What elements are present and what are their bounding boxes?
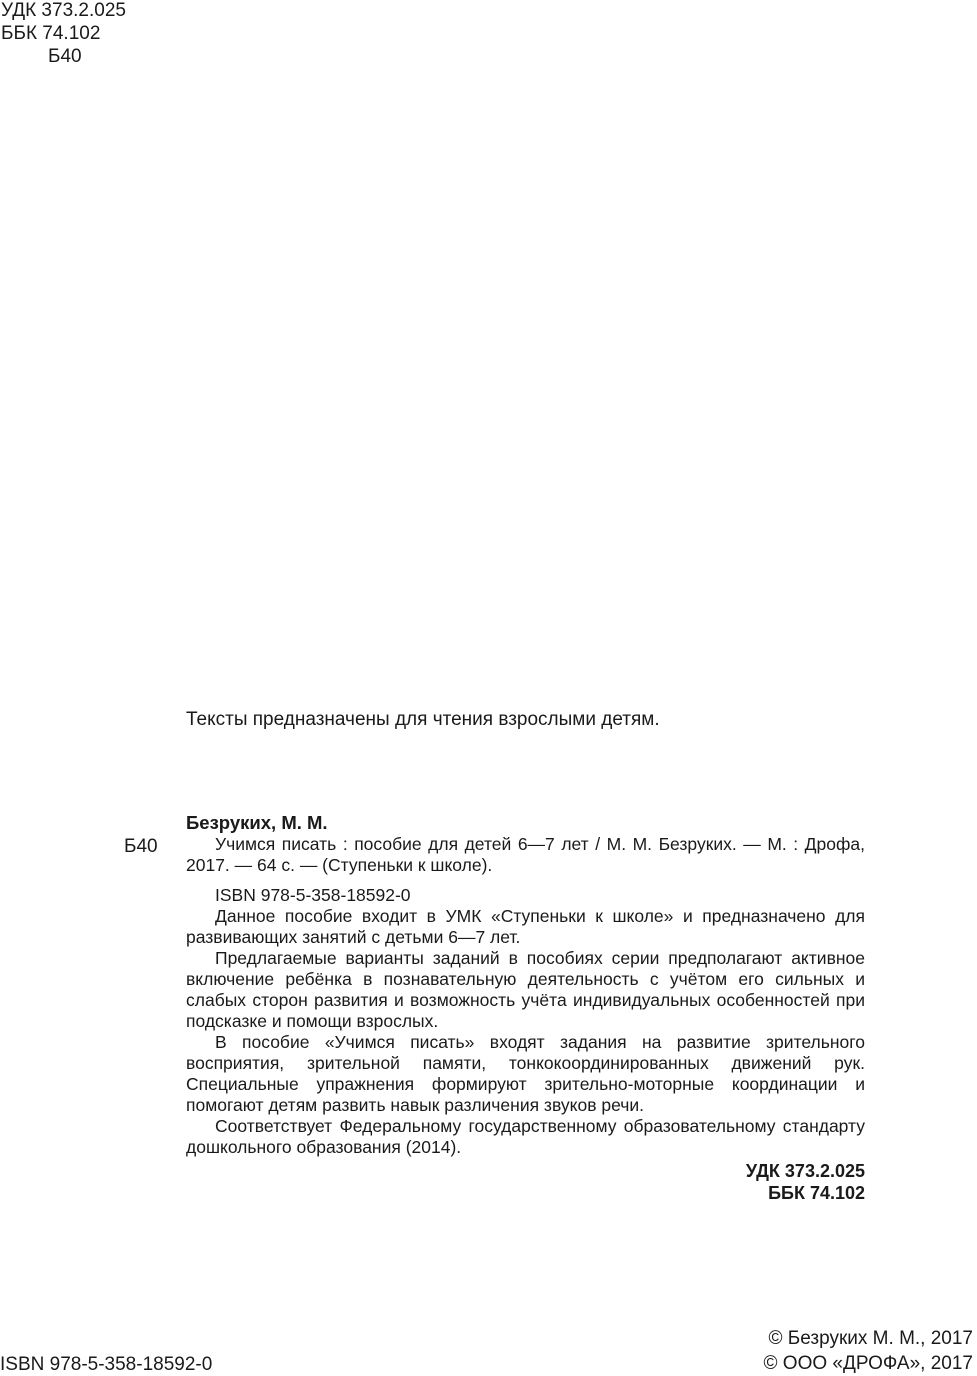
card-title-statement: Учимся писать : пособие для детей 6—7 лет / М. М. Безруких. — М. : Дрофа, 2017. — 64 с. — (Ступеньки к школе). (186, 834, 865, 875)
copyright-publisher: © ООО «ДРОФА», 2017 (763, 1353, 973, 1374)
top-classification-codes (1, 0, 126, 68)
card-author-mark: Б40 (124, 836, 158, 857)
card-classification-codes (186, 1160, 865, 1204)
annotation-paragraph: Соответствует Федеральному государственному образовательному стандарту дошкольного образования (2014). (186, 1116, 865, 1157)
copyright-block (764, 1326, 973, 1376)
card-isbn: ISBN 978-5-358-18592-0 (215, 885, 411, 905)
reading-note: Тексты предназначены для чтения взрослыми детям. (186, 709, 660, 730)
annotation-paragraph: В пособие «Учимся писать» входят задания на развитие зрительного восприятия, зрительной памяти, тонкокоординированных движений рук. Специальные упражнения формируют зрительно-моторные координации и помогают детям развить навык различения звуков речи. (186, 1032, 865, 1115)
copyright-author: © Безруких М. М., 2017 (768, 1328, 973, 1349)
top-author-mark: Б40 (48, 46, 82, 67)
catalog-card (186, 812, 865, 1204)
annotation-paragraph: Предлагаемые варианты заданий в пособиях серии предполагают активное включение ребёнка в познавательную деятельность с учётом его сильных и слабых сторон развития и возможность учёта индивидуальных особенностей при подсказке и помощи взрослых. (186, 948, 865, 1031)
card-bbk-code: ББК 74.102 (768, 1183, 865, 1203)
card-udk-code: УДК 373.2.025 (745, 1161, 865, 1181)
bottom-isbn: ISBN 978-5-358-18592-0 (0, 1354, 213, 1375)
top-udk-code: УДК 373.2.025 (1, 0, 126, 21)
top-bbk-code: ББК 74.102 (1, 23, 101, 44)
card-author: Безруких, М. М. (186, 812, 328, 833)
annotation-paragraph: Данное пособие входит в УМК «Ступеньки к школе» и предназначено для развивающих занятий с детьми 6—7 лет. (186, 906, 865, 947)
